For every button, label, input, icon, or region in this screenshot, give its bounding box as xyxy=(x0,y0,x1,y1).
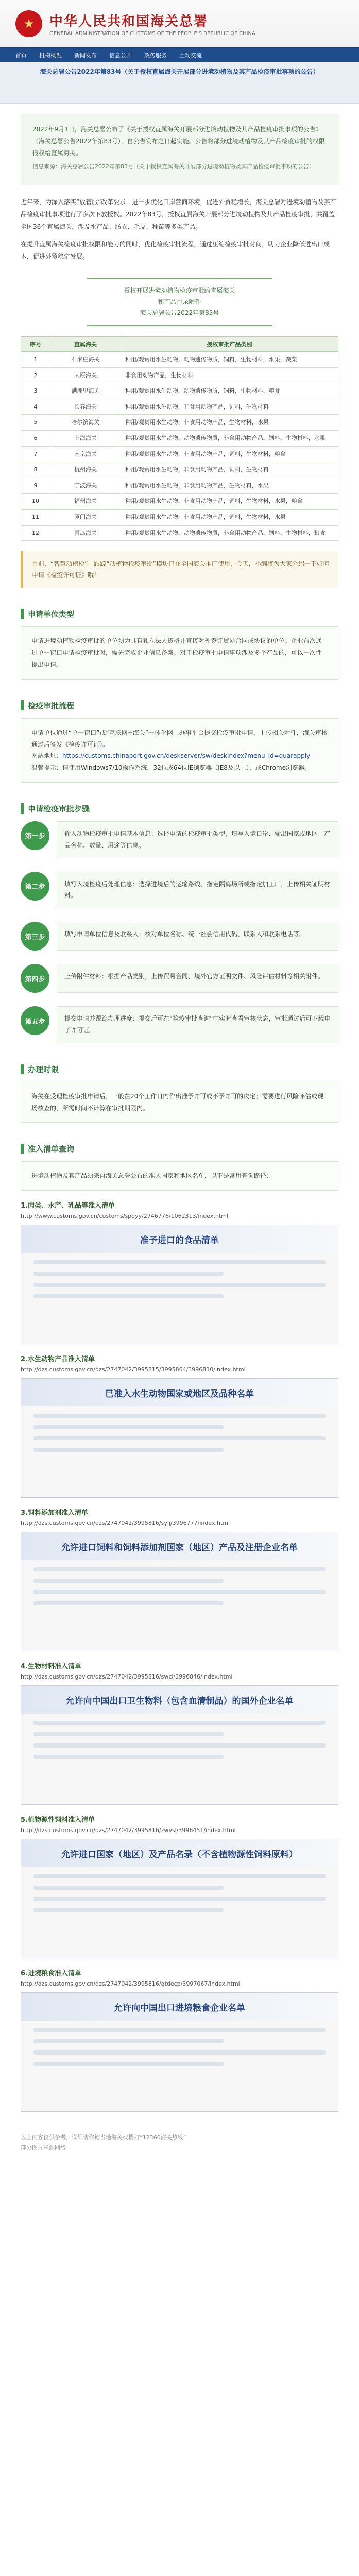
section-title: 申请单位类型 xyxy=(28,609,75,619)
cell: 种用/观赏用水生动物，动物遗传物质，饲料，生物材料，水果，蔬菜 xyxy=(121,352,338,368)
table-title-line: 授权开展进境动植物检疫审批的直属海关 xyxy=(124,287,235,295)
placeholder-line xyxy=(33,1755,224,1759)
placeholder-line xyxy=(33,1721,326,1725)
cell: 石家庄海关 xyxy=(50,352,121,368)
screenshot-title: 允许向中国出口卫生物料（包含血清制品）的国外企业名单 xyxy=(21,1686,338,1714)
section-text: 申请单位通过“单一窗口”或“互联网+海关”一体化网上办事平台提交检疫审批申请，上传相关附件，海关审核通过后签发《检疫许可证》。 xyxy=(31,728,328,748)
table-row xyxy=(21,446,338,462)
cell: 种用/观赏用水生动物，非食用动物产品，生物材料，水果 xyxy=(121,415,338,431)
table-row xyxy=(21,399,338,415)
placeholder-line xyxy=(33,2028,326,2032)
list-block xyxy=(0,1968,359,2112)
step-item xyxy=(21,872,338,909)
header-banner xyxy=(0,0,359,104)
placeholder-line xyxy=(33,1579,224,1583)
step-badge: 第四步 xyxy=(21,964,49,993)
step-text: 提交申请并跟踪办理进度：提交后可在“检疫审批查询”中实时查看审核状态，审批通过后可下载电子许可证。 xyxy=(57,1006,338,1043)
section-heading xyxy=(21,1143,338,1154)
cell: 9 xyxy=(21,478,50,494)
placeholder-line xyxy=(33,1601,224,1605)
cell: 12 xyxy=(21,525,50,541)
list-url-link[interactable]: http://www.customs.gov.cn/customs/spqyy/2746776/1062313/index.html xyxy=(21,1213,228,1220)
cell: 1 xyxy=(21,352,50,368)
screenshot-title: 允许向中国出口进境粮食企业名单 xyxy=(21,1993,338,2021)
screenshot-title: 准予进口的食品清单 xyxy=(21,1225,338,1253)
step-badge: 第三步 xyxy=(21,922,49,951)
section-card: 进境动植物及其产品须来自海关总署公布的准入国家和地区名单，以下是常用查询路径： xyxy=(21,1161,338,1191)
url-label: 网站地址： xyxy=(31,752,63,760)
screenshot-panel xyxy=(21,1839,338,1958)
table-title xyxy=(87,278,272,326)
list-title: 1.肉类、水产、乳品等准入清单 xyxy=(21,1202,115,1210)
step-text: 填写入境检疫后处理信息：选择进境后的运输路线、指定隔离场所或指定加工厂，上传相关证明材料。 xyxy=(57,872,338,909)
table-row xyxy=(21,478,338,494)
steps-list xyxy=(21,821,338,1043)
section-heading xyxy=(21,803,338,814)
section-title: 申请检疫审批步骤 xyxy=(28,804,90,814)
section-card: 海关在受理检疫审批申请后，一般在20个工作日内作出准予许可或不予许可的决定；需要进行风险评估或现场核查的，所需时间不计算在审批期限内。 xyxy=(21,1082,338,1123)
section-card xyxy=(21,718,338,783)
list-title: 3.饲料添加剂准入清单 xyxy=(21,1509,88,1517)
list-url-link[interactable]: http://dzs.customs.gov.cn/dzs/2747042/3995816/swcl/3996846/index.html xyxy=(21,1673,233,1681)
heading-bar-icon xyxy=(21,700,24,710)
placeholder-line xyxy=(33,2039,224,2043)
cell: 5 xyxy=(21,415,50,431)
placeholder-line xyxy=(33,1272,224,1276)
table-header: 直属海关 xyxy=(50,337,121,352)
list-block xyxy=(0,1200,359,1344)
step-badge: 第二步 xyxy=(21,872,49,901)
screenshot-panel xyxy=(21,1992,338,2112)
table-header: 序号 xyxy=(21,337,50,352)
list-title: 2.水生动物产品准入清单 xyxy=(21,1355,95,1364)
table-row xyxy=(21,367,338,383)
cell: 宁波海关 xyxy=(50,478,121,494)
step-badge: 第五步 xyxy=(21,1006,49,1035)
cell: 8 xyxy=(21,462,50,478)
section-heading xyxy=(21,608,338,619)
customs-table xyxy=(21,336,338,541)
placeholder-line xyxy=(33,1436,326,1440)
section-card: 申请进境动植物检疫审批的单位须为具有独立法人资格并直接对外签订贸易合同或协议的单位。企业首次通过单一窗口申请检疫审批时，需先完成企业信息备案。对于检疫审批申请事项涉及多个产品的，可以一次性提出申请。 xyxy=(21,626,338,679)
section-title: 检疫审批流程 xyxy=(28,701,75,710)
apply-url-link[interactable]: https://customs.chinaport.gov.cn/deskserver/sw/deskIndex?menu_id=quarapply xyxy=(62,752,311,760)
table-row xyxy=(21,494,338,510)
nav-item[interactable]: 政务服务 xyxy=(144,52,167,59)
browser-tip: 温馨提示：请使用Windows7/10操作系统，32位或64位IE浏览器（IE8及以上），或Chrome浏览器。 xyxy=(31,764,311,772)
placeholder-line xyxy=(33,2050,326,2055)
step-item xyxy=(21,922,338,951)
footer xyxy=(21,2132,338,2153)
nav-item[interactable]: 机构概况 xyxy=(39,52,62,59)
step-item xyxy=(21,964,338,993)
step-item xyxy=(21,1006,338,1043)
cell: 满洲里海关 xyxy=(50,383,121,399)
screenshot-panel xyxy=(21,1225,338,1344)
cell: 长春海关 xyxy=(50,399,121,415)
placeholder-line xyxy=(33,1743,326,1748)
list-block xyxy=(0,1660,359,1805)
placeholder-line xyxy=(33,1414,326,1418)
tip-box: 目前，“智慧动植检”—跟踪“动植物检疫审批”模块已在全国海关推广使用，今天，小编将为大家介绍一下如何申请《检疫许可证》哦！ xyxy=(21,551,338,588)
nav-item[interactable]: 互动交流 xyxy=(179,52,202,59)
nav-item[interactable]: 信息公开 xyxy=(109,52,132,59)
cell: 2 xyxy=(21,367,50,383)
cell: 种用/观赏用水生动物，非食用动物产品，饲料，生物材料，粮食 xyxy=(121,446,338,462)
site-subtitle: GENERAL ADMINISTRATION OF CUSTOMS OF THE PEOPLE'S REPUBLIC OF CHINA xyxy=(49,31,255,37)
section-heading xyxy=(21,1064,338,1075)
screenshot-panel xyxy=(21,1378,338,1498)
nav-item[interactable]: 首页 xyxy=(15,52,27,59)
table-row xyxy=(21,525,338,541)
step-text: 填写申请单位信息及联系人：核对单位名称、统一社会信用代码、联系人和联系电话等。 xyxy=(57,922,338,951)
list-url-link[interactable]: http://dzs.customs.gov.cn/dzs/2747042/3995816/zwysl/3996451/index.html xyxy=(21,1827,236,1834)
placeholder-line xyxy=(33,1425,224,1429)
heading-bar-icon xyxy=(21,1144,24,1154)
list-block xyxy=(0,1507,359,1651)
heading-bar-icon xyxy=(21,803,24,814)
heading-bar-icon xyxy=(21,1064,24,1074)
table-row xyxy=(21,352,338,368)
step-text: 输入动物检疫审批申请基本信息：选择申请的检疫审批类型，填写入境口岸、输出国家或地区、产品名称、数量、用途等信息。 xyxy=(57,821,338,858)
cell: 哈尔滨海关 xyxy=(50,415,121,431)
body-paragraph: 在提升直属海关检疫审批权限和能力的同时，优化检疫审批流程，通过压缩检疫审批时间，助力企业降低进出口成本，促进外贸稳定发展。 xyxy=(21,241,330,261)
list-block xyxy=(0,1353,359,1498)
section-heading xyxy=(21,700,338,711)
screenshot-title: 允许进口饲料和饲料添加剂国家（地区）产品及注册企业名单 xyxy=(21,1532,338,1560)
cell: 福州海关 xyxy=(50,494,121,510)
cell: 种用/观赏用水生动物，非食用动物产品，饲料，生物材料，水果 xyxy=(121,510,338,526)
cell: 10 xyxy=(21,494,50,510)
placeholder-line xyxy=(33,2062,224,2066)
site-title: 中华人民共和国海关总署 xyxy=(49,14,209,29)
cell: 种用/观赏用水生动物，非食用动物产品，饲料，生物材料 xyxy=(121,462,338,478)
step-badge: 第一步 xyxy=(21,821,49,850)
placeholder-line xyxy=(33,1590,326,1594)
list-title: 5.植物源性饲料准入清单 xyxy=(21,1816,95,1824)
placeholder-line xyxy=(33,1897,326,1901)
banner-top xyxy=(0,0,359,48)
cell: 3 xyxy=(21,383,50,399)
placeholder-line xyxy=(33,1260,326,1264)
placeholder-line xyxy=(33,1732,224,1736)
screenshot-title: 允许进口国家（地区）及产品名录（不含植物源性饲料原料） xyxy=(21,1839,338,1867)
cell: 7 xyxy=(21,446,50,462)
cell: 11 xyxy=(21,510,50,526)
table-title-line: 和产品目录附件 xyxy=(158,298,201,306)
cell: 非食用动物产品，生物材料 xyxy=(121,367,338,383)
table-row xyxy=(21,415,338,431)
screenshot-panel xyxy=(21,1532,338,1651)
placeholder-line xyxy=(33,1874,326,1878)
step-item xyxy=(21,821,338,858)
cell: 种用/观赏用水生动物，动物遗传物质，饲料，生物材料，粮食 xyxy=(121,383,338,399)
cell: 青岛海关 xyxy=(50,525,121,541)
section-title: 办理时限 xyxy=(28,1064,59,1074)
cell: 种用/观赏用水生动物，非食用动物产品，饲料，生物材料 xyxy=(121,399,338,415)
intro-source: 信息来源：海关总署公告2022年第83号（关于授权直属海关开展部分进境动植物及其产品检疫审批事项的公告） xyxy=(32,163,315,171)
cell: 种用/观赏用水生动物，动物遗传物质，非食用动物产品，饲料，生物材料，粮食 xyxy=(121,525,338,541)
intro-paragraph: 2022年9月1日，海关总署公布了《关于授权直属海关开展部分进境动植物及其产品检疫审批事项的公告》（海关总署公告2022年第83号），自公告发布之日起实施。公告将部分进境动植物及其产品检疫审批的权限授权给直属海关。 xyxy=(32,126,325,157)
table-row xyxy=(21,383,338,399)
announcement-title: 海关总署公告2022年第83号（关于授权直属海关开展部分进境动植物及其产品检疫审批事项的公告） xyxy=(40,68,319,75)
screenshot-title: 已准入水生动物国家或地区及品种名单 xyxy=(21,1379,338,1406)
list-url-link[interactable]: http://dzs.customs.gov.cn/dzs/2747042/3995815/3995864/3996810/index.html xyxy=(21,1366,246,1374)
screenshot-panel xyxy=(21,1685,338,1805)
cell: 太原海关 xyxy=(50,367,121,383)
nav-item[interactable]: 新闻发布 xyxy=(74,52,97,59)
placeholder-line xyxy=(33,1908,224,1912)
list-title: 4.生物材料准入清单 xyxy=(21,1663,81,1671)
placeholder-line xyxy=(33,1886,224,1890)
heading-bar-icon xyxy=(21,609,24,619)
list-url-link[interactable]: http://dzs.customs.gov.cn/dzs/2747042/3995816/sylj/3996777/index.html xyxy=(21,1520,230,1527)
list-block xyxy=(0,1814,359,1958)
list-title: 6.进境粮食准入清单 xyxy=(21,1970,81,1978)
table-row xyxy=(21,510,338,526)
placeholder-line xyxy=(33,1448,224,1452)
table-title-line: 海关总署公告2022年第83号 xyxy=(140,309,219,317)
cell: 4 xyxy=(21,399,50,415)
cell: 种用/观赏用水生动物，非食用动物产品，生物材料，水果 xyxy=(121,478,338,494)
step-text: 上传附件材料：根据产品类别，上传贸易合同、境外官方证明文件、风险评估材料等相关附件。 xyxy=(57,964,338,993)
footer-line: 部分图片来源网络 xyxy=(21,2144,66,2151)
national-emblem-icon: ★ xyxy=(15,10,42,37)
list-url-link[interactable]: http://dzs.customs.gov.cn/dzs/2747042/3995816/qtdecp/3997067/index.html xyxy=(21,1980,240,1988)
banner-nav xyxy=(0,48,359,62)
footer-line: 以上内容仅供参考，详细请咨询当地海关或拨打“12360海关热线” xyxy=(21,2134,186,2141)
table-header: 授权审批产品类别 xyxy=(121,337,338,352)
intro-note xyxy=(21,114,338,185)
placeholder-line xyxy=(33,1294,224,1298)
section-title: 准入清单查询 xyxy=(28,1144,75,1154)
cell: 上海海关 xyxy=(50,431,121,447)
table-row xyxy=(21,431,338,447)
body-paragraph: 近年来，为深入落实“放管服”改革要求，进一步优化口岸营商环境，促进外贸稳增长，海关总署对进境动植物及其产品检疫审批事项进行了多次下放授权。2022年83号，授权直属海关开展部分进境动植物及其产品检疫审批，共覆盖全国36个直属海关，涉及水产品、肠衣、毛皮、种苗等多类产品。 xyxy=(21,198,336,231)
cell: 6 xyxy=(21,431,50,447)
placeholder-line xyxy=(33,1283,326,1287)
table-row xyxy=(21,462,338,478)
cell: 南京海关 xyxy=(50,446,121,462)
cell: 种用/观赏用水生动物，动物遗传物质，非食用动物产品，饲料，生物材料，水果 xyxy=(121,431,338,447)
placeholder-line xyxy=(33,1567,326,1571)
cell: 种用/观赏用水生动物，非食用动物产品，饲料，生物材料，水果，粮食 xyxy=(121,494,338,510)
cell: 厦门海关 xyxy=(50,510,121,526)
cell: 杭州海关 xyxy=(50,462,121,478)
